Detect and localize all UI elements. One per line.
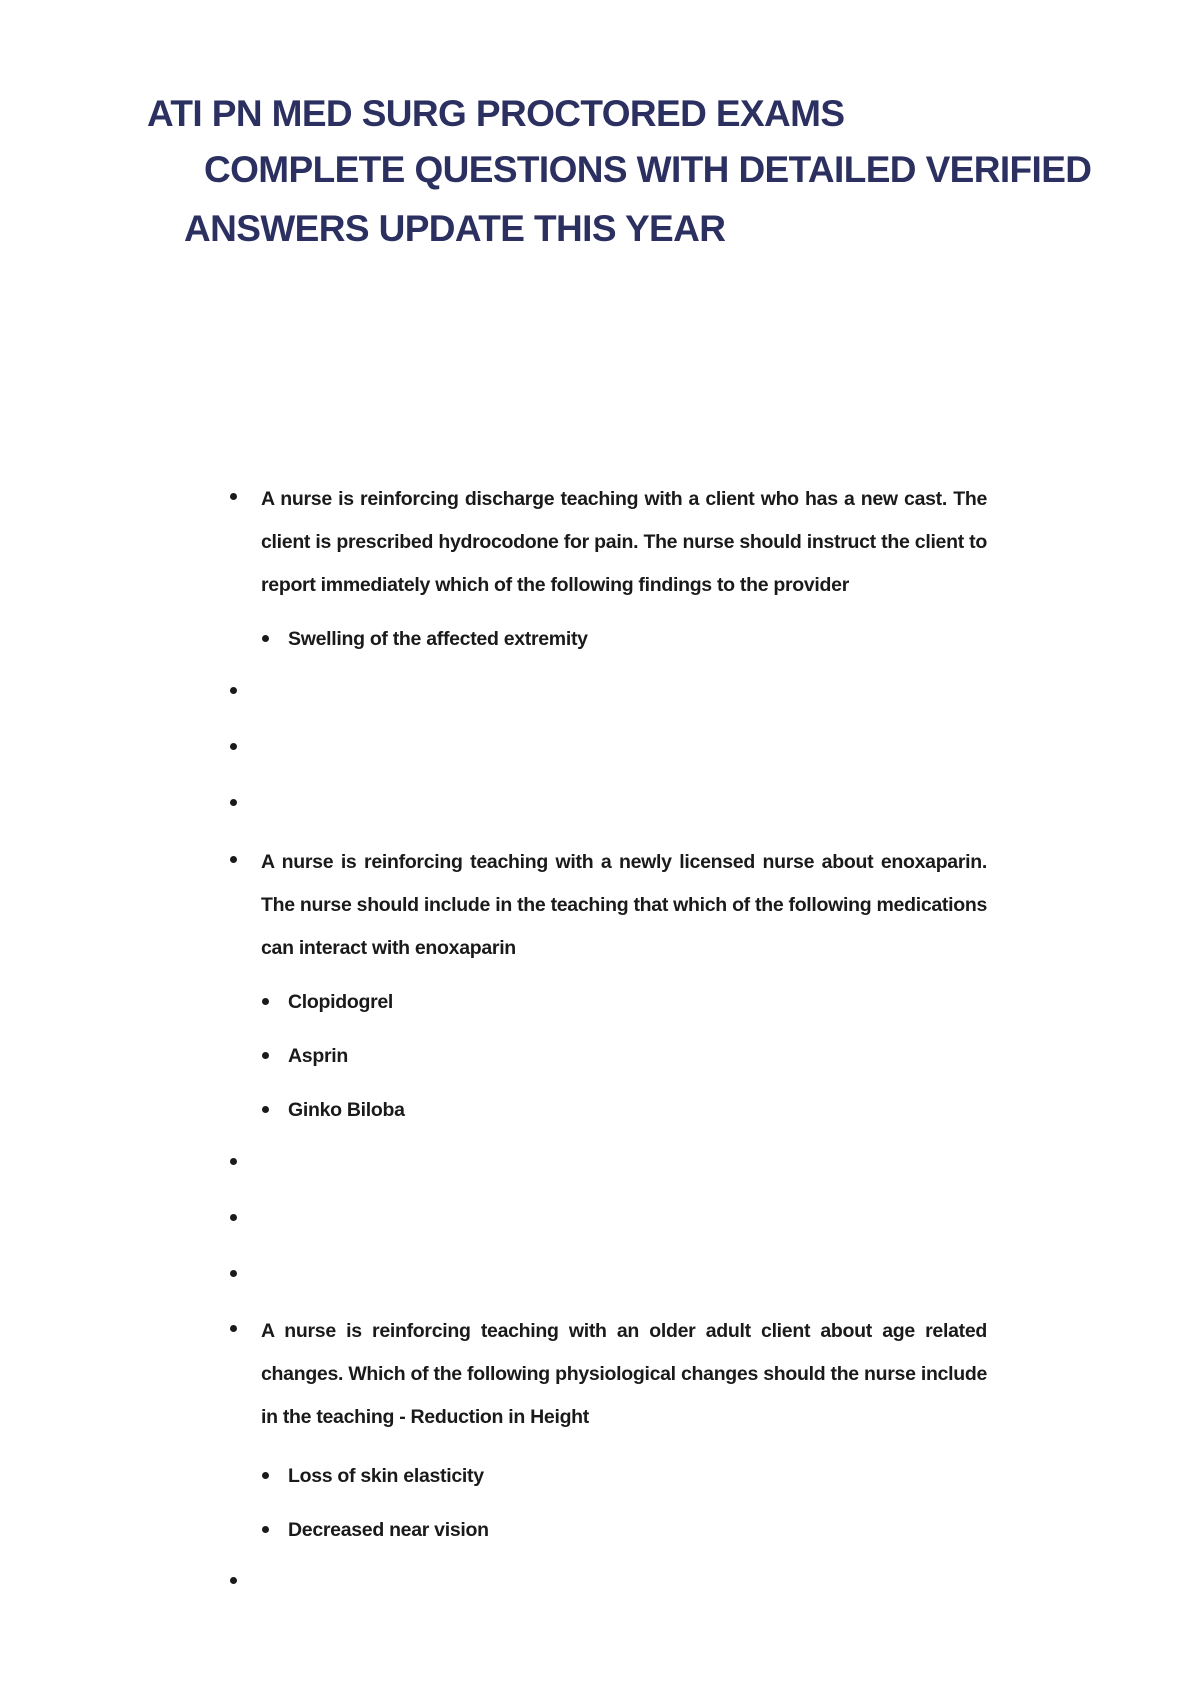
answer-bullet <box>262 1052 269 1059</box>
answer-bullet <box>262 1106 269 1113</box>
question-2-text: A nurse is reinforcing teaching with a newly licensed nurse about enoxaparin. The nurse should include in the teaching that which of the following medications can interact with enoxaparin <box>261 851 987 959</box>
question-3-answer-2: Decreased near vision <box>288 1519 489 1541</box>
empty-bullet <box>230 1577 237 1584</box>
document-title-line-3: ANSWERS UPDATE THIS YEAR <box>184 208 726 249</box>
answer-bullet <box>262 1526 269 1533</box>
empty-bullet <box>230 1270 237 1277</box>
document-title-line-1: ATI PN MED SURG PROCTORED EXAMS <box>147 93 845 134</box>
answer-bullet <box>262 998 269 1005</box>
answer-bullet <box>262 1472 269 1479</box>
question-3-answer-1: Loss of skin elasticity <box>288 1465 484 1487</box>
answer-bullet <box>262 635 269 642</box>
question-bullet <box>230 493 237 500</box>
question-3-text: A nurse is reinforcing teaching with an older adult client about age related changes. Which of the following physiological changes should the nurse include in the teaching - Reduction in Height <box>261 1320 987 1428</box>
empty-bullet <box>230 799 237 806</box>
empty-bullet <box>230 743 237 750</box>
empty-bullet <box>230 687 237 694</box>
question-1-answer-1: Swelling of the affected extremity <box>288 628 588 650</box>
empty-bullet <box>230 1158 237 1165</box>
question-1-text: A nurse is reinforcing discharge teaching with a client who has a new cast. The client is prescribed hydrocodone for pain. The nurse should instruct the client to report immediately which of the following findings to the provider <box>261 488 987 596</box>
question-bullet <box>230 1325 237 1332</box>
question-2-answer-3: Ginko Biloba <box>288 1099 405 1121</box>
question-bullet <box>230 856 237 863</box>
empty-bullet <box>230 1214 237 1221</box>
question-2-answer-2: Asprin <box>288 1045 348 1067</box>
document-title-line-2: COMPLETE QUESTIONS WITH DETAILED VERIFIED <box>204 149 1092 190</box>
question-2-answer-1: Clopidogrel <box>288 991 394 1013</box>
